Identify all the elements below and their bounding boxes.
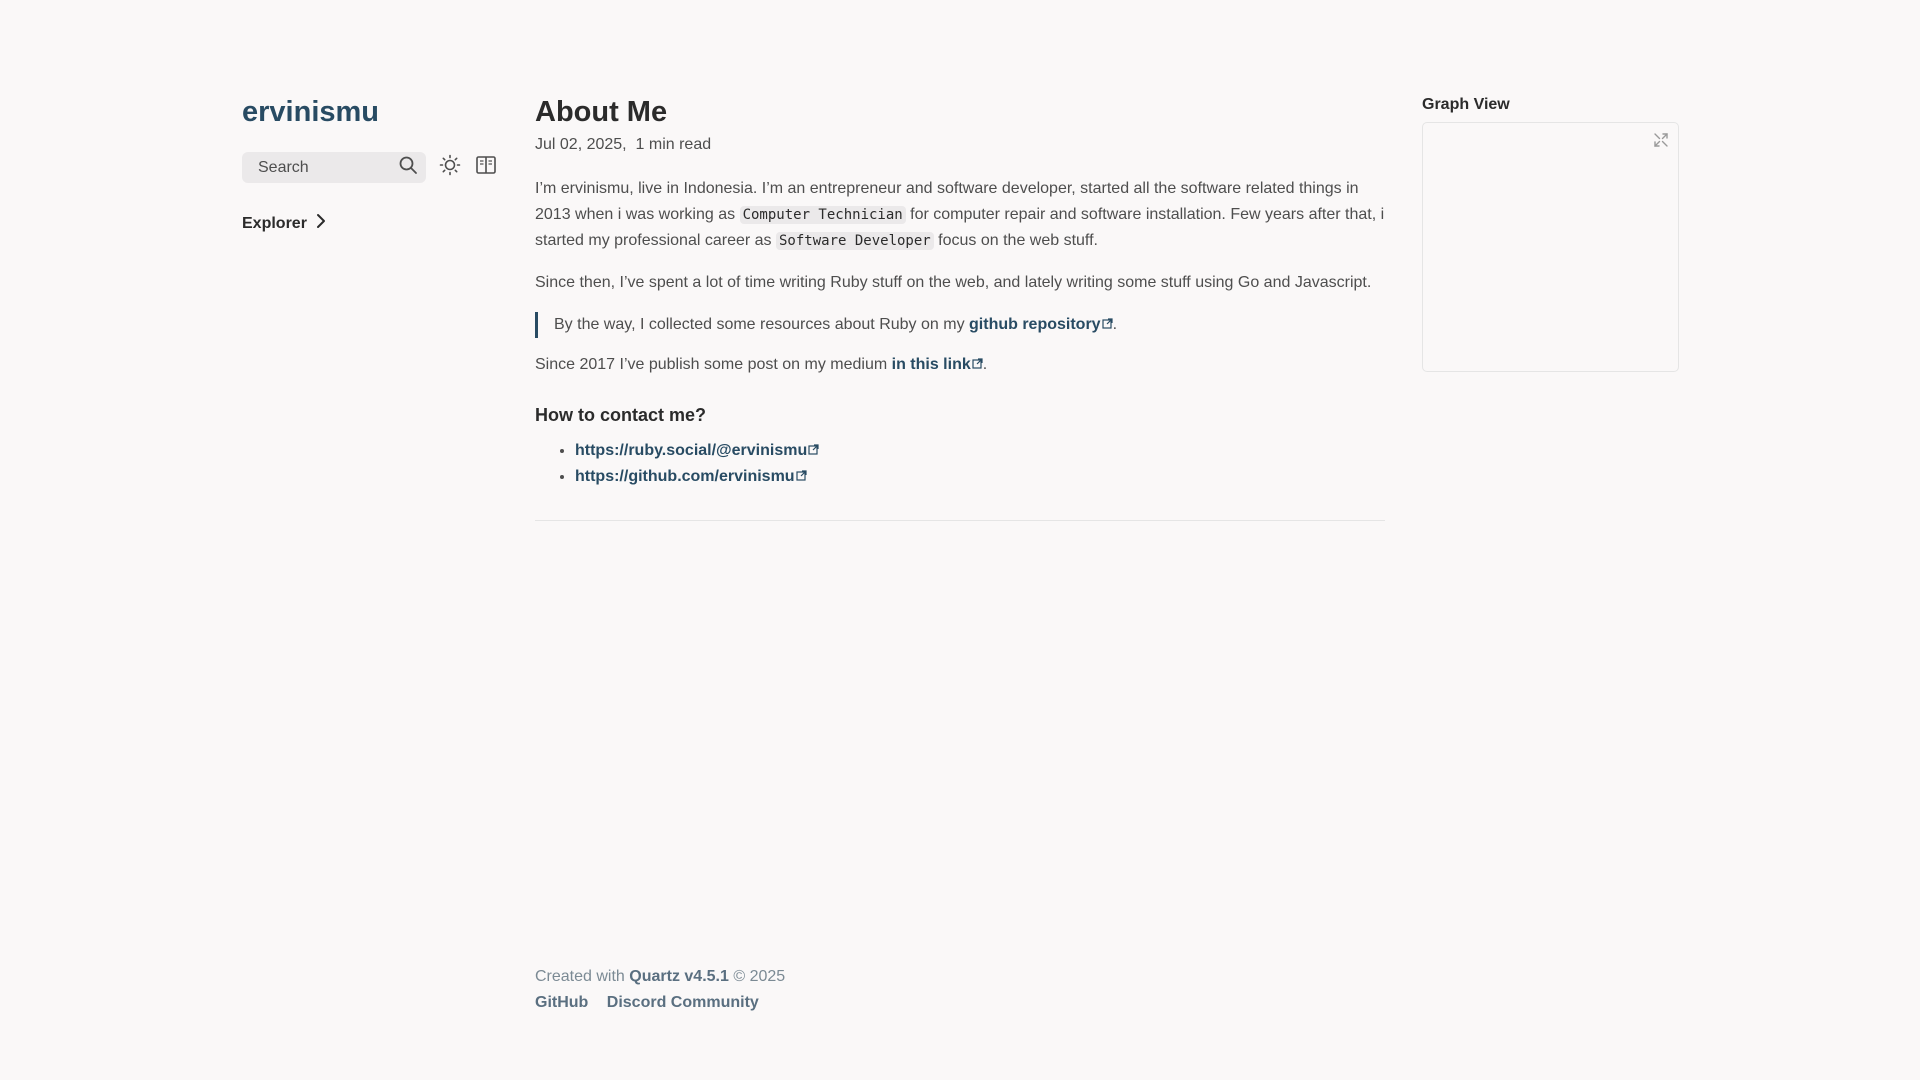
divider [535,520,1385,521]
expand-icon[interactable] [1652,131,1670,154]
third-paragraph [535,352,1385,378]
quote [535,312,1385,338]
graph-title: Graph View [1422,96,1510,113]
reader-mode-toggle[interactable] [474,156,498,180]
reader-mode-icon [475,154,497,181]
footer-discord-link[interactable]: Discord Community [606,994,759,1011]
chevron-right-icon [307,213,327,234]
medium-text-1: Since 2017 I’ve publish some post on my medium [535,356,892,373]
search-row [242,152,512,183]
intro-text-2: for computer repair and software installation. Few years after that, i started my professional career as [535,206,1385,249]
explorer-toggle[interactable] [242,213,512,234]
github-repository-link-text: github repository [969,316,1101,333]
article-content [535,176,1385,490]
sun-icon [439,154,461,181]
contact-heading: How to contact me? [535,405,707,425]
page-title: About Me [535,96,668,128]
second-paragraph: Since then, I’ve spent a lot of time writing Ruby stuff on the web, and lately writing some stuff using Go and Javascript. [535,274,1372,291]
ruby-social-link-text: https://ruby.social/@ervinismu [575,442,808,459]
article-read-time: 1 min read [635,136,712,153]
medium-link-text: in this link [891,356,971,373]
footer [535,964,785,1016]
search-icon [398,155,418,180]
medium-text-2: . [982,356,988,373]
article-date: Jul 02, 2025, [535,136,627,153]
external-link-icon [972,352,983,378]
github-profile-link-text: https://github.com/ervinismu [575,468,795,485]
footer-copyright: © 2025 [733,968,786,985]
code-software-developer: Software Developer [776,232,934,250]
code-computer-technician: Computer Technician [740,206,906,224]
intro-text-1: I’m ervinismu, live in Indonesia. I’m an entrepreneur and software developer, started all the software related things in 2013 when i was working as [535,180,1359,223]
left-sidebar [242,92,512,234]
ruby-social-link[interactable] [575,442,819,459]
list-item [575,464,1385,490]
contact-list [535,438,1385,490]
quartz-link[interactable]: Quartz v4.5.1 [629,968,729,985]
footer-links [535,990,785,1016]
quote-text-2: . [1112,316,1118,333]
intro-text-3: focus on the web stuff. [933,232,1098,249]
external-link-icon [808,438,819,464]
intro-paragraph [535,176,1385,254]
site-title[interactable]: ervinismu [242,96,379,128]
list-item [575,438,1385,464]
graph-canvas[interactable] [1422,122,1679,372]
footer-credit [535,964,785,990]
article-meta [535,134,1385,156]
footer-github-link[interactable]: GitHub [535,994,589,1011]
medium-link[interactable] [892,356,983,373]
github-profile-link[interactable] [575,468,807,485]
quote-text-1: By the way, I collected some resources about Ruby on my [554,316,970,333]
search-label: Search [258,158,309,176]
external-link-icon [796,464,807,490]
search-button[interactable] [242,152,426,183]
darkmode-toggle[interactable] [438,156,462,180]
github-repository-link[interactable] [969,316,1113,333]
article [535,92,1385,521]
external-link-icon [1102,312,1113,338]
graph-panel [1422,96,1679,372]
explorer-label: Explorer [242,214,307,232]
footer-created-with: Created with [535,968,625,985]
